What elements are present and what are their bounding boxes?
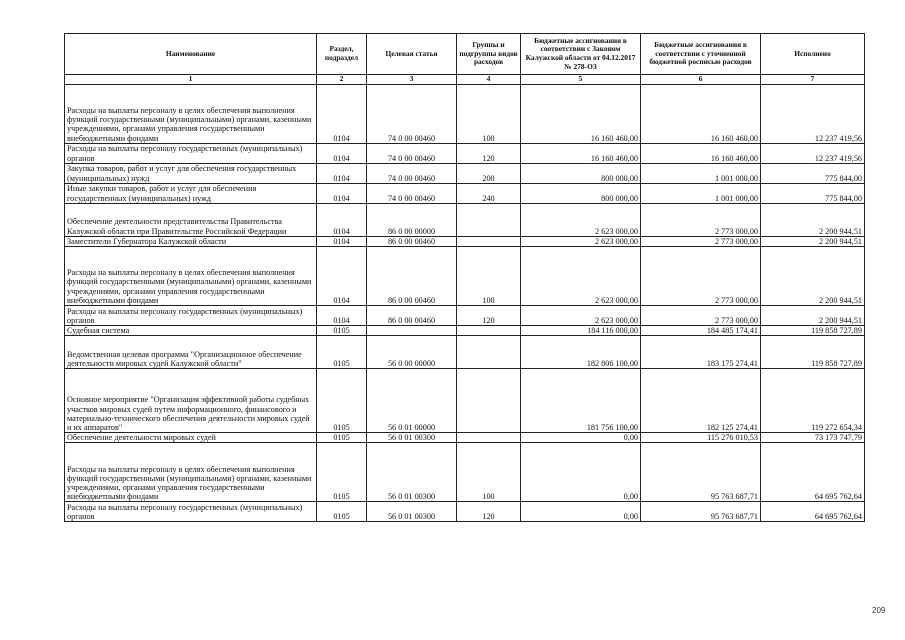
cell-executed: 775 844,00	[761, 163, 865, 183]
cell-name: Обеспечение деятельности мировых судей	[65, 433, 317, 443]
cell-refined-allocation: 1 001 000,00	[641, 163, 761, 183]
column-number: 3	[367, 75, 457, 85]
cell-executed: 775 844,00	[761, 183, 865, 203]
cell-name: Закупка товаров, работ и услуг для обеспечения государственных (муниципальных) нужд	[65, 163, 317, 183]
cell-refined-allocation: 1 001 000,00	[641, 183, 761, 203]
cell-law-allocation: 182 806 100,00	[521, 336, 641, 369]
cell-article: 86 0 00 00460	[367, 236, 457, 246]
cell-article: 56 0 01 00300	[367, 502, 457, 522]
table-row	[65, 305, 865, 325]
table-row	[65, 443, 865, 502]
cell-section: 0105	[317, 325, 367, 335]
table-body	[65, 84, 865, 522]
cell-refined-allocation: 2 773 000,00	[641, 236, 761, 246]
table-row	[65, 433, 865, 443]
cell-article: 56 0 00 00000	[367, 336, 457, 369]
cell-law-allocation: 2 623 000,00	[521, 305, 641, 325]
cell-group: 120	[457, 502, 521, 522]
cell-law-allocation: 16 160 460,00	[521, 84, 641, 143]
cell-section: 0105	[317, 443, 367, 502]
cell-section: 0104	[317, 183, 367, 203]
column-number: 2	[317, 75, 367, 85]
cell-executed: 119 858 727,89	[761, 325, 865, 335]
cell-group	[457, 369, 521, 433]
cell-law-allocation: 2 623 000,00	[521, 246, 641, 305]
cell-group: 100	[457, 246, 521, 305]
table-row	[65, 203, 865, 236]
cell-group: 100	[457, 443, 521, 502]
cell-group	[457, 236, 521, 246]
cell-group	[457, 433, 521, 443]
column-number: 5	[521, 75, 641, 85]
cell-name: Расходы на выплаты персоналу в целях обеспечения выполнения функций государственными (муниципальными) органами, казенными учреждениями, органами управления государственными внебюджетными фондами	[65, 246, 317, 305]
cell-article: 74 0 00 00460	[367, 143, 457, 163]
cell-law-allocation: 800 000,00	[521, 183, 641, 203]
cell-refined-allocation: 2 773 000,00	[641, 246, 761, 305]
cell-group	[457, 203, 521, 236]
cell-executed: 119 272 654,34	[761, 369, 865, 433]
header-group: Группы и подгруппы видов расходов	[457, 34, 521, 75]
column-number-row	[65, 75, 865, 85]
cell-group: 120	[457, 305, 521, 325]
table-header-row	[65, 34, 865, 75]
header-name: Наименование	[65, 34, 317, 75]
cell-name: Расходы на выплаты персоналу государственных (муниципальных) органов	[65, 305, 317, 325]
header-section: Раздел, подраздел	[317, 34, 367, 75]
cell-section: 0105	[317, 369, 367, 433]
page-number: 209	[872, 606, 886, 615]
cell-article: 74 0 00 00460	[367, 163, 457, 183]
cell-name: Иные закупки товаров, работ и услуг для обеспечения государственных (муниципальных) нужд	[65, 183, 317, 203]
cell-law-allocation: 2 623 000,00	[521, 236, 641, 246]
cell-refined-allocation: 115 276 010,53	[641, 433, 761, 443]
cell-executed: 2 200 944,51	[761, 236, 865, 246]
cell-name: Заместители Губернатора Калужской области	[65, 236, 317, 246]
cell-article: 74 0 00 00460	[367, 84, 457, 143]
cell-refined-allocation: 16 160 460,00	[641, 84, 761, 143]
cell-name: Судебная система	[65, 325, 317, 335]
cell-section: 0104	[317, 143, 367, 163]
cell-law-allocation: 184 116 000,00	[521, 325, 641, 335]
table-row	[65, 369, 865, 433]
header-article: Целевая статья	[367, 34, 457, 75]
header-law-allocation: Бюджетные ассигнования в соответствии с Законом Калужской области от 04.12.2017 № 278-ОЗ	[521, 34, 641, 75]
cell-refined-allocation: 95 763 687,71	[641, 443, 761, 502]
cell-name: Расходы на выплаты персоналу государственных (муниципальных) органов	[65, 502, 317, 522]
cell-article: 86 0 00 00000	[367, 203, 457, 236]
cell-name: Расходы на выплаты персоналу государственных (муниципальных) органов	[65, 143, 317, 163]
cell-executed: 64 695 762,64	[761, 443, 865, 502]
cell-law-allocation: 16 160 460,00	[521, 143, 641, 163]
cell-refined-allocation: 182 125 274,41	[641, 369, 761, 433]
cell-refined-allocation: 95 763 687,71	[641, 502, 761, 522]
table-row	[65, 502, 865, 522]
cell-executed: 12 237 419,56	[761, 84, 865, 143]
cell-group	[457, 336, 521, 369]
cell-section: 0104	[317, 236, 367, 246]
column-number: 6	[641, 75, 761, 85]
cell-law-allocation: 0,00	[521, 433, 641, 443]
cell-section: 0104	[317, 203, 367, 236]
cell-group	[457, 325, 521, 335]
cell-article: 86 0 00 00460	[367, 305, 457, 325]
column-number: 4	[457, 75, 521, 85]
cell-section: 0105	[317, 502, 367, 522]
cell-refined-allocation: 184 485 174,41	[641, 325, 761, 335]
cell-section: 0105	[317, 433, 367, 443]
cell-law-allocation: 0,00	[521, 502, 641, 522]
cell-group: 240	[457, 183, 521, 203]
cell-article	[367, 325, 457, 335]
cell-name: Обеспечение деятельности представительства Правительства Калужской области при Правительстве Российской Федерации	[65, 203, 317, 236]
budget-table	[64, 33, 865, 522]
table-row	[65, 236, 865, 246]
cell-executed: 64 695 762,64	[761, 502, 865, 522]
cell-law-allocation: 181 756 100,00	[521, 369, 641, 433]
cell-executed: 73 173 747,79	[761, 433, 865, 443]
cell-section: 0104	[317, 163, 367, 183]
cell-name: Основное мероприятие "Организация эффективной работы судебных участков мировых судей путем информационного, финансового и материально-технического обеспечения деятельности мировых судей и их аппаратов"	[65, 369, 317, 433]
column-number: 1	[65, 75, 317, 85]
cell-name: Расходы на выплаты персоналу в целях обеспечения выполнения функций государственными (муниципальными) органами, казенными учреждениями, органами управления государственными внебюджетными фондами	[65, 84, 317, 143]
cell-executed: 2 200 944,51	[761, 246, 865, 305]
table-row	[65, 163, 865, 183]
cell-name: Ведомственная целевая программа "Организационное обеспечение деятельности мировых судей Калужской области"	[65, 336, 317, 369]
cell-group: 100	[457, 84, 521, 143]
cell-executed: 2 200 944,51	[761, 305, 865, 325]
cell-article: 56 0 01 00300	[367, 433, 457, 443]
cell-article: 56 0 01 00000	[367, 369, 457, 433]
cell-law-allocation: 2 623 000,00	[521, 203, 641, 236]
cell-law-allocation: 0,00	[521, 443, 641, 502]
cell-article: 56 0 01 00300	[367, 443, 457, 502]
table-row	[65, 336, 865, 369]
column-number: 7	[761, 75, 865, 85]
cell-refined-allocation: 16 160 460,00	[641, 143, 761, 163]
cell-section: 0105	[317, 336, 367, 369]
cell-executed: 119 858 727,89	[761, 336, 865, 369]
cell-law-allocation: 800 000,00	[521, 163, 641, 183]
table-row	[65, 325, 865, 335]
cell-executed: 2 200 944,51	[761, 203, 865, 236]
cell-name: Расходы на выплаты персоналу в целях обеспечения выполнения функций государственными (муниципальными) органами, казенными учреждениями, органами управления государственными внебюджетными фондами	[65, 443, 317, 502]
cell-group: 120	[457, 143, 521, 163]
table-row	[65, 143, 865, 163]
table-row	[65, 246, 865, 305]
cell-article: 74 0 00 00460	[367, 183, 457, 203]
cell-section: 0104	[317, 246, 367, 305]
cell-executed: 12 237 419,56	[761, 143, 865, 163]
cell-article: 86 0 00 00460	[367, 246, 457, 305]
table-row	[65, 183, 865, 203]
cell-section: 0104	[317, 305, 367, 325]
header-executed: Исполнено	[761, 34, 865, 75]
cell-group: 200	[457, 163, 521, 183]
table-row	[65, 84, 865, 143]
cell-refined-allocation: 2 773 000,00	[641, 305, 761, 325]
cell-refined-allocation: 2 773 000,00	[641, 203, 761, 236]
cell-refined-allocation: 183 175 274,41	[641, 336, 761, 369]
header-refined-allocation: Бюджетные ассигнования в соответствии с уточненной бюджетной росписью расходов	[641, 34, 761, 75]
cell-section: 0104	[317, 84, 367, 143]
